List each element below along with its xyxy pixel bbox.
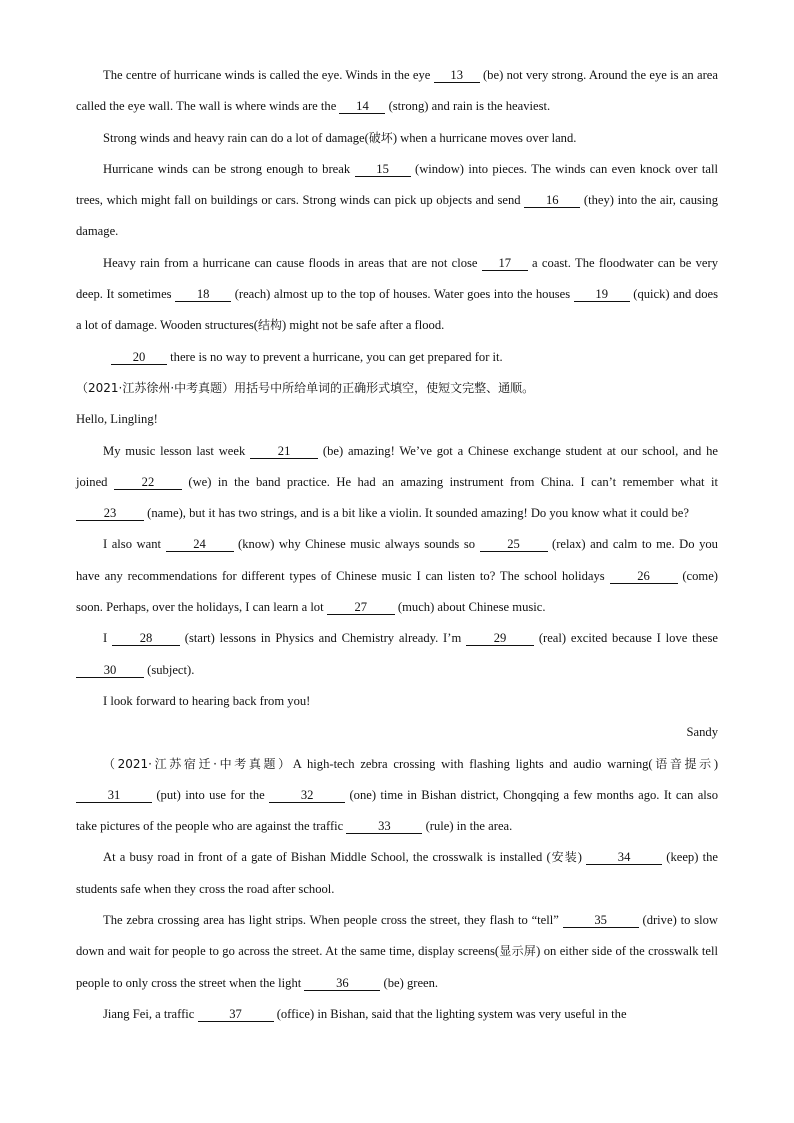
- blank-24[interactable]: 24: [166, 537, 234, 552]
- passage3-para3: The zebra crossing area has light strips. When people cross the street, they flash to “tell” 35 (drive) to slow down and wait for people to go across the street. At the same time, display screens(显示屏) on either side of the crosswalk tell people to only cross the street when the light 36 (be) green.: [76, 913, 719, 990]
- blank-13[interactable]: 13: [434, 68, 480, 83]
- blank-15[interactable]: 15: [355, 162, 411, 177]
- blank-18[interactable]: 18: [175, 287, 231, 302]
- passage3-para1: （2021·江苏宿迁·中考真题）A high-tech zebra crossing with flashing lights and audio warning(语音提示) 31 (put) into use for the 32 (one) time in Bishan district, Chongqing a few months ago. It can also take pictures of the people who are against the traffic 33 (rule) in the area.: [76, 756, 719, 834]
- blank-25[interactable]: 25: [480, 537, 548, 552]
- blank-16[interactable]: 16: [524, 193, 580, 208]
- blank-34[interactable]: 34: [586, 850, 662, 865]
- letter-para1: My music lesson last week 21 (be) amazing! We’ve got a Chinese exchange student at our school, and he joined 22 (we) in the band practice. He had an amazing instrument from China. I can’t remember what it 23 (name), but it has two strings, and is a bit like a violin. It sounded amazing! Do you know what it could be?: [76, 443, 718, 521]
- passage3-para2: At a busy road in front of a gate of Bishan Middle School, the crosswalk is installed (安装) 34 (keep) the students safe when they cross the road after school.: [76, 850, 718, 896]
- blank-21[interactable]: 21: [250, 444, 318, 459]
- blank-23[interactable]: 23: [76, 506, 144, 521]
- section-heading-xuzhou: （2021·江苏徐州·中考真题）用括号中所给单词的正确形式填空，使短文完整、通顺。: [76, 380, 535, 395]
- letter-para2: I also want 24 (know) why Chinese music always sounds so 25 (relax) and calm to me. Do you have any recommendations for different types of Chinese music I can listen to? The school holidays 26 (come) soon. Perhaps, over the holidays, I can learn a lot 27 (much) about Chinese music.: [76, 537, 718, 615]
- passage1-para2: Strong winds and heavy rain can do a lot of damage(破坏) when a hurricane moves over land.: [103, 130, 577, 145]
- blank-33[interactable]: 33: [346, 819, 422, 834]
- blank-29[interactable]: 29: [466, 631, 534, 646]
- passage1-para3: Hurricane winds can be strong enough to break 15 (window) into pieces. The winds can even knock over tall trees, which might fall on buildings or cars. Strong winds can pick up objects and send 16 (they) into the air, causing damage.: [76, 161, 718, 239]
- blank-20[interactable]: 20: [111, 350, 167, 365]
- blank-31[interactable]: 31: [76, 788, 152, 803]
- blank-37[interactable]: 37: [198, 1007, 274, 1022]
- passage3-para4: Jiang Fei, a traffic 37 (office) in Bishan, said that the lighting system was very useful in the: [103, 1006, 627, 1021]
- letter-greeting: Hello, Lingling!: [76, 412, 158, 427]
- blank-27[interactable]: 27: [327, 600, 395, 615]
- blank-32[interactable]: 32: [269, 788, 345, 803]
- passage1-para5: 20 there is no way to prevent a hurricane, you can get prepared for it.: [76, 342, 718, 373]
- passage1-para4: Heavy rain from a hurricane can cause floods in areas that are not close 17 a coast. The floodwater can be very deep. It sometimes 18 (reach) almost up to the top of houses. Water goes into the houses 19 (quick) and does a lot of damage. Wooden structures(结构) might not be safe after a flood.: [76, 255, 718, 333]
- blank-35[interactable]: 35: [563, 913, 639, 928]
- worksheet-page: [76, 60, 718, 1030]
- passage1-para1: The centre of hurricane winds is called the eye. Winds in the eye 13 (be) not very strong. Around the eye is an area called the eye wall. The wall is where winds are the 14 (strong) and rain is the heaviest.: [76, 68, 718, 114]
- letter-signature: Sandy: [686, 725, 718, 740]
- blank-28[interactable]: 28: [112, 631, 180, 646]
- letter-para3: I 28 (start) lessons in Physics and Chemistry already. I’m 29 (real) excited because I love these 30 (subject).: [76, 623, 718, 686]
- letter-closing: I look forward to hearing back from you!: [103, 693, 311, 708]
- blank-17[interactable]: 17: [482, 256, 528, 271]
- blank-22[interactable]: 22: [114, 475, 182, 490]
- blank-19[interactable]: 19: [574, 287, 630, 302]
- blank-26[interactable]: 26: [610, 569, 678, 584]
- blank-36[interactable]: 36: [304, 976, 380, 991]
- blank-14[interactable]: 14: [339, 99, 385, 114]
- blank-30[interactable]: 30: [76, 663, 144, 678]
